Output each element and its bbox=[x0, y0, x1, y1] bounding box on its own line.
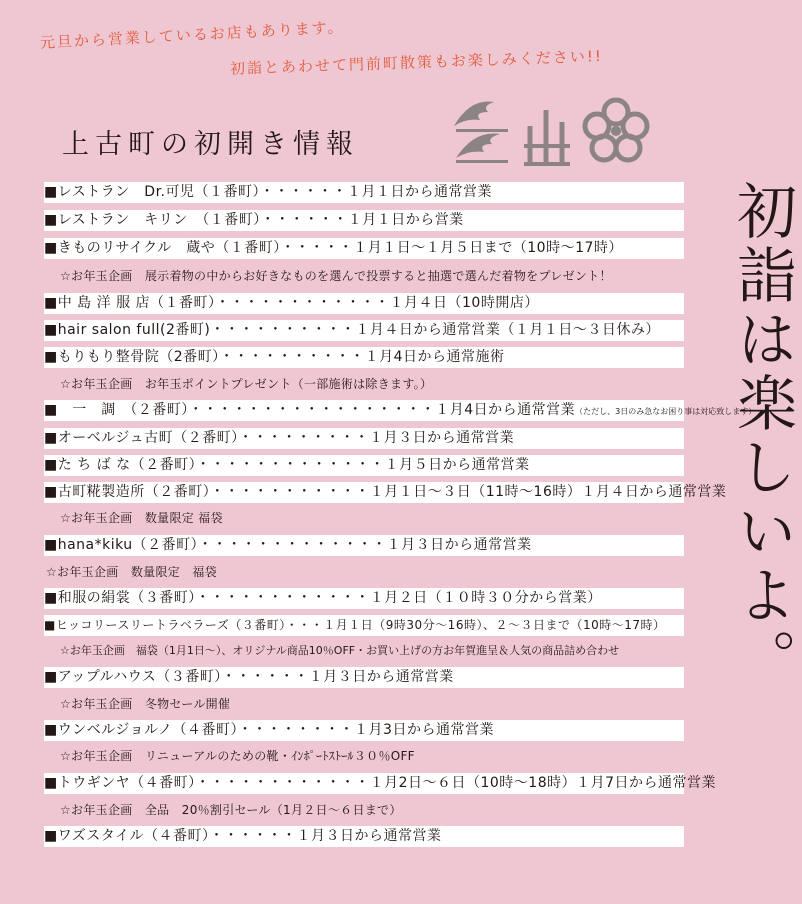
promo-note: ☆お年玉企画 数量限定 福袋 bbox=[60, 511, 223, 525]
promo-note: ☆お年玉企画 展示着物の中からお好きなものを選んで投票すると抽選で選んだ着物をプレゼント！ bbox=[60, 269, 612, 283]
shop-entry: ■アップルハウス（３番町）・・・・・・１月３日から通常営業 bbox=[44, 667, 684, 688]
shop-entry: ■オーベルジュ古町（２番町）・・・・・・・・・１月３日から通常営業 bbox=[44, 428, 684, 449]
kadomatsu-icon bbox=[524, 110, 570, 164]
page-title: 上古町の初開き情報 bbox=[62, 129, 359, 160]
shop-entry: ■hair salon full(2番町)・・・・・・・・・・１月４日から通常営業（１月１日〜３日休み） bbox=[44, 320, 684, 341]
plum-blossom-icon bbox=[585, 100, 647, 160]
promo-note: ☆お年玉企画 お年玉ポイントプレゼント（一部施術は除きます。） bbox=[60, 377, 433, 391]
new-year-icons bbox=[452, 96, 652, 166]
shop-entry: ■もりもり整骨院（2番町）・・・・・・・・・・１月4日から通常施術 bbox=[44, 347, 684, 368]
shop-entry-main: ■ 一 調 （２番町）・・・・・・・・・・・・・・・・・１月4日から通常営業 bbox=[44, 402, 576, 418]
shop-entry: ■和服の絹裳（３番町）・・・・・・・・・・・・１月２日（１０時３０分から営業） bbox=[44, 588, 684, 609]
promo-note: ☆お年玉企画 リニューアルのための靴・ｲﾝﾎﾟｰﾄｽﾄｰﾙ３０％OFF bbox=[60, 749, 415, 763]
promo-note: ☆お年玉企画 数量限定 福袋 bbox=[46, 565, 217, 579]
intro-line-2: 初詣とあわせて門前町散策もお楽しみください!! bbox=[229, 46, 604, 78]
vertical-slogan: 初詣は楽しいよ。 bbox=[727, 180, 797, 692]
shop-entry-remark: （ただし、3日のみ急なお困り事は対応致します） bbox=[575, 407, 757, 416]
promo-note: ☆お年玉企画 全品 20％割引セール（1月２日〜６日まで） bbox=[60, 803, 402, 817]
intro-line-1: 元旦から営業しているお店もあります。 bbox=[39, 18, 345, 52]
shop-entry: ■hana*kiku（２番町）・・・・・・・・・・・・・１月３日から通常営業 bbox=[44, 535, 684, 556]
shop-entry: ■古町糀製造所（２番町）・・・・・・・・・・・１月１日〜３日（11時〜16時）１月４日から通常営業 bbox=[44, 482, 684, 503]
shop-entry: ■きものリサイクル 蔵や（１番町）・・・・・１月１日〜１月５日まで（10時〜17時） bbox=[44, 238, 684, 259]
shop-entry bbox=[44, 400, 757, 421]
promo-note: ☆お年玉企画 福袋（1月1日〜）、オリジナル商品10％OFF・お買い上げの方お年賀進呈＆人気の商品詰め合わせ bbox=[60, 644, 620, 657]
shop-entry: ■た ち ば な（２番町）・・・・・・・・・・・・・１月５日から通常営業 bbox=[44, 455, 684, 476]
shop-entry: ■レストラン Dr.可児（１番町）・・・・・・１月１日から通常営業 bbox=[44, 182, 684, 203]
shop-entry: ■トウギンヤ（４番町）・・・・・・・・・・・・１月2日〜６日（10時〜18時）１月7日から通常営業 bbox=[44, 773, 684, 794]
pine-icon bbox=[454, 102, 508, 164]
shop-entry: ■ウンベルジョルノ（４番町）・・・・・・・・１月3日から通常営業 bbox=[44, 720, 684, 741]
shop-entry: ■レストラン キリン （１番町）・・・・・・１月１日から営業 bbox=[44, 210, 684, 231]
shop-entry: ■ワズスタイル（４番町）・・・・・・１月３日から通常営業 bbox=[44, 826, 684, 847]
shop-entry: ■中 島 洋 服 店（１番町）・・・・・・・・・・・・１月４日（10時開店） bbox=[44, 293, 684, 314]
promo-note: ☆お年玉企画 冬物セール開催 bbox=[60, 697, 231, 711]
shop-entry: ■ヒッコリースリートラベラーズ（３番町）・・・１月１日（9時30分〜16時）、２〜３日まで（10時〜17時） bbox=[44, 615, 684, 636]
